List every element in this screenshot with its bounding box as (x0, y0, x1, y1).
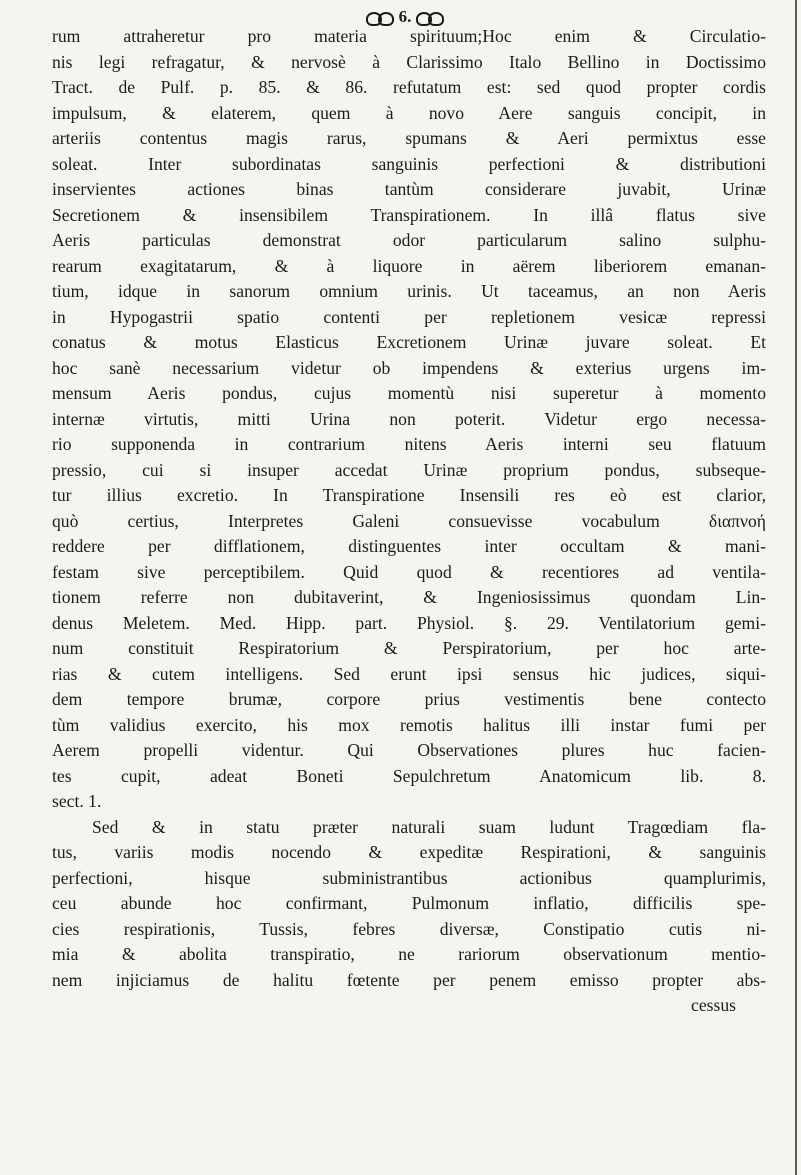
text-line: Secretionem & insensibilem Transpirationem. In illâ flatus sive (52, 204, 766, 225)
text-line: rio supponenda in contrarium nitens Aeris interni seu flatuum (52, 434, 766, 454)
text-line: quò certius, Interpretes Galeni consuevisse vocabulum διαπνοή (52, 510, 766, 531)
text-line: arteriis contentus magis rarus, spumans & Aeri permixtus esse (52, 128, 766, 148)
text-line: num constituit Respiratorium & Perspiratorium, per hoc arte- (52, 638, 766, 658)
text-line: Aeris particulas demonstrat odor particularum salino sulphu- (52, 230, 766, 250)
text-line: internæ virtutis, mitti Urina non poterit. Videtur ergo necessa- (52, 408, 766, 429)
catchword: cessus (691, 995, 736, 1015)
text-line: mia & abolita transpiratio, ne rariorum observationum mentio- (52, 944, 766, 964)
text-line: festam sive perceptibilem. Quid quod & recentiores ad ventila- (52, 561, 766, 582)
text-line: conatus & motus Elasticus Excretionem Urinæ juvare soleat. Et (52, 332, 766, 352)
text-line: mensum Aeris pondus, cujus momentù nisi superetur à momento (52, 383, 766, 403)
text-line: denus Meletem. Med. Hipp. part. Physiol. §. 29. Ventilatorium gemi- (52, 612, 766, 633)
text-line: in Hypogastrii spatio contenti per repletionem vesicæ repressi (52, 306, 766, 327)
text-line: soleat. Inter subordinatas sanguinis perfectioni & distributioni (52, 153, 766, 174)
text-line: tus, variis modis nocendo & expeditæ Respirationi, & sanguinis (52, 842, 766, 862)
text-line: pressio, cui si insuper accedat Urinæ proprium pondus, subseque- (52, 459, 766, 480)
text-line: nem injiciamus de halitu fœtente per penem emisso propter abs- (52, 969, 766, 990)
text-line: tes cupit, adeat Boneti Sepulchretum Anatomicum lib. 8. (52, 765, 766, 786)
text-line: Sed & in statu præter naturali suam ludunt Tragœdiam fla- (92, 816, 766, 837)
text-line: Aerem propelli videntur. Qui Observationes plures huc facien- (52, 740, 766, 760)
text-line: reddere per difflationem, distinguentes inter occultam & mani- (52, 536, 766, 556)
text-line: tùm validius exercito, his mox remotis halitus illi instar fumi per (52, 714, 766, 735)
text-line: nis legi refragatur, & nervosè à Clarissimo Italo Bellino in Doctissimo (52, 51, 766, 72)
text-line: dem tempore brumæ, corpore prius vestimentis bene contecto (52, 689, 766, 709)
text-line: impulsum, & elaterem, quem à novo Aere sanguis concipit, in (52, 102, 766, 123)
text-line: Tract. de Pulf. p. 85. & 86. refutatum est: sed quod propter cordis (52, 77, 766, 97)
text-line: perfectioni, hisque subministrantibus actionibus quamplurimis, (52, 867, 766, 888)
text-line: tium, idque in sanorum omnium urinis. Ut taceamus, an non Aeris (52, 281, 766, 301)
text-line: tur illius excretio. In Transpiratione Insensili res eò est clarior, (52, 485, 766, 505)
text-line: rearum exagitatarum, & à liquore in aërem liberiorem emanan- (52, 255, 766, 276)
text-line: tionem referre non dubitaverint, & Ingeniosissimus quondam Lin- (52, 587, 766, 607)
page-number: 6. (398, 7, 412, 26)
text-line: rum attraheretur pro materia spirituum;Hoc enim & Circulatio- (52, 26, 766, 46)
text-line: sect. 1. (52, 791, 102, 811)
text-line: inservientes actiones binas tantùm considerare juvabit, Urinæ (52, 179, 766, 199)
ornament-left-icon (365, 9, 395, 25)
text-line: hoc sanè necessarium videtur ob impendens & exterius urgens im- (52, 357, 766, 378)
page-edge-divider (795, 0, 797, 1175)
body-text (52, 24, 766, 1019)
ornament-right-icon (415, 9, 445, 25)
text-line: cies respirationis, Tussis, febres diversæ, Constipatio cutis ni- (52, 918, 766, 939)
text-line: ceu abunde hoc confirmant, Pulmonum inflatio, difficilis spe- (52, 893, 766, 913)
text-line: rias & cutem intelligens. Sed erunt ipsi sensus hic judices, siqui- (52, 663, 766, 684)
